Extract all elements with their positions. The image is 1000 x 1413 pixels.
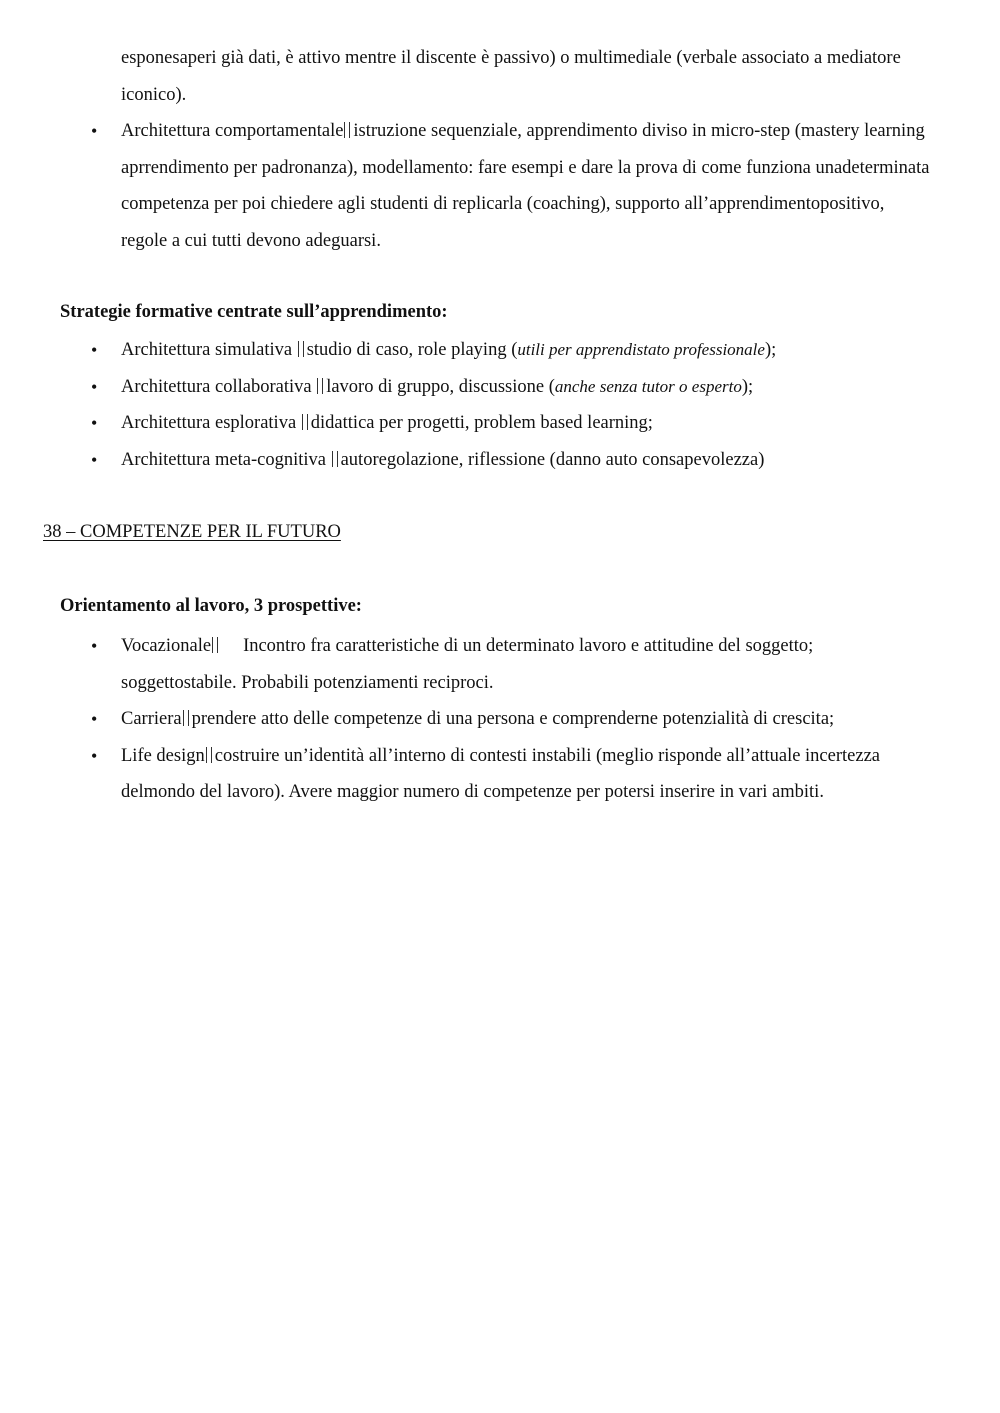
bullet-icon: • [91, 413, 98, 433]
list-item-metacognitive [91, 442, 931, 479]
bullet-icon: • [91, 636, 98, 656]
separator-icon [206, 747, 212, 763]
bullet-icon: • [91, 449, 98, 470]
bullet-icon: • [91, 340, 98, 360]
strategies-heading: Strategie formative centrate sull’apprendimento: [60, 302, 448, 322]
item-text: prendere atto delle competenze di una persona e comprenderne potenzialità di crescita; [191, 709, 835, 729]
separator-icon [332, 451, 338, 467]
item-italic-note: anche senza tutor o esperto [554, 376, 742, 396]
section-title: 38 – COMPETENZE PER IL FUTURO [43, 522, 341, 542]
separator-icon [344, 122, 350, 138]
list-item-simulative [91, 332, 931, 369]
continuation-paragraph: esponesaperi già dati, è attivo mentre il discente è passivo) o multimediale (verbale associato a mediatore iconico). [121, 48, 901, 105]
separator-icon [212, 637, 218, 653]
orientation-list [91, 628, 931, 811]
item-text: istruzione sequenziale, apprendimento diviso in micro-step (mastery learning aprrendimento per padronanza), modellamento: fare esempi e dare la prova di come funziona unadeterminata competenza per poi chiedere agli studenti di replicarla (coaching), supporto all’apprendimentopositivo, regole a cui tutti devono adeguarsi. [121, 121, 930, 251]
item-lead: Architettura simulativa [121, 340, 297, 360]
bullet-icon: • [91, 121, 98, 141]
separator-icon [183, 710, 189, 726]
item-lead: Vocazionale [121, 636, 212, 656]
list-item-vocational [91, 628, 931, 701]
bullet-icon: • [91, 709, 98, 729]
item-text: Incontro fra caratteristiche di un determinato lavoro e attitudine del soggetto; soggettostabile. Probabili potenziamenti reciproci. [121, 636, 814, 693]
item-text: lavoro di gruppo, discussione ( [326, 376, 555, 397]
orientation-heading: Orientamento al lavoro, 3 prospettive: [60, 596, 362, 616]
bullet-icon: • [91, 376, 98, 397]
list-item-behavioral-architecture [91, 113, 931, 259]
top-bullet-list [91, 113, 931, 259]
separator-icon [302, 414, 308, 430]
item-text: costruire un’identità all’interno di contesti instabili (meglio risponde all’attuale incertezza delmondo del lavoro). Avere maggior numero di competenze per potersi inserire in vari ambiti. [121, 745, 881, 802]
bullet-icon: • [91, 745, 98, 766]
item-text: autoregolazione, riflessione (danno auto consapevolezza) [340, 449, 765, 470]
item-text-end: ); [764, 340, 777, 360]
item-lead: Carriera [121, 709, 182, 729]
list-item-exploratory [91, 405, 931, 442]
item-text: studio di caso, role playing ( [306, 340, 518, 360]
list-item-collaborative [91, 369, 931, 406]
separator-icon [298, 341, 304, 357]
item-lead: Life design [121, 745, 205, 766]
item-lead: Architettura comportamentale [121, 121, 344, 141]
item-lead: Architettura collaborativa [121, 376, 317, 397]
separator-icon [317, 378, 323, 394]
list-item-life-design [91, 738, 931, 811]
item-text: didattica per progetti, problem based learning; [310, 413, 653, 433]
item-lead: Architettura meta-cognitiva [121, 449, 331, 470]
strategies-list [91, 332, 931, 478]
list-item-career [91, 701, 931, 738]
item-italic-note: utili per apprendistato professionale [517, 340, 765, 359]
item-lead: Architettura esplorativa [121, 413, 301, 433]
item-text-end: ); [741, 376, 754, 397]
